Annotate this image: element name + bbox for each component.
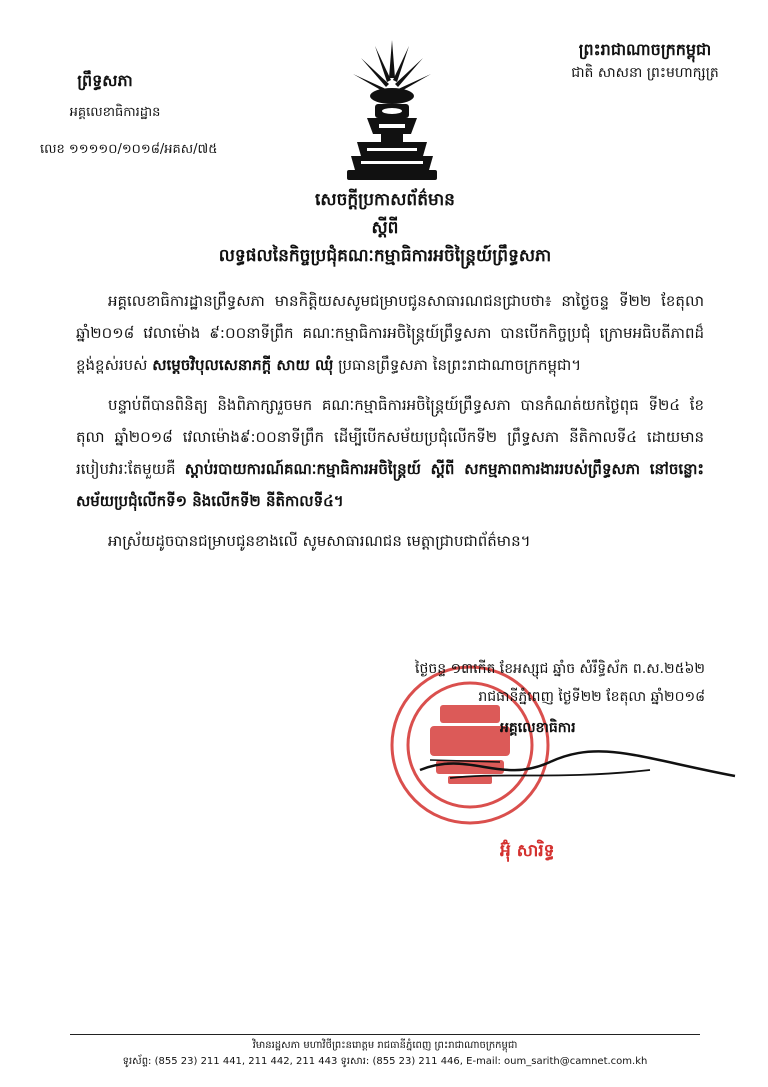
- footer: [70, 1038, 700, 1070]
- p1-text-b: ប្រធានព្រឹទ្ធសភា នៃព្រះរាជាណាចក្រកម្ពុជា។: [333, 356, 582, 374]
- issuer-block: [40, 70, 240, 160]
- kingdom-name: ព្រះរាជាណាចក្រកម្ពុជា: [578, 40, 712, 59]
- senate-emblem: [345, 38, 440, 183]
- department-name: អគ្គលេខាធិការដ្ឋាន: [69, 105, 161, 120]
- footer-address: វិមានរដ្ឋសភា មហាវិថីព្រះនរោត្តម រាជធានីភ្នំពេញ ព្រះរាជាណាចក្រកម្ពុជា: [252, 1040, 518, 1051]
- document-title: [60, 186, 710, 270]
- p1-text-a: អគ្គលេខាធិការដ្ឋានព្រឹទ្ធសភា មានកិត្តិយសសូមជម្រាបជូនសាធារណជនជ្រាបថា៖ នាថ្ងៃចន្ទ ទី២២ ខែតុលា ឆ្នាំ២០១៨ វេលាម៉ោង ៩:០០នាទីព្រឹក គណៈកម្មាធិការអចិន្ត្រៃយ៍ព្រឹទ្ធសភា បានបើកកិច្ចប្រជុំ ក្រោមអធិបតីភាពដ៏ខ្ពង់ខ្ពស់របស់: [76, 292, 704, 374]
- title-line-1: សេចក្តីប្រកាសព័ត៌មាន: [315, 190, 455, 210]
- signatory-name: អ៊ុំ សារិទ្ធ: [500, 841, 555, 861]
- reference-number: លេខ ១១១១០/១០១៨/អគស/៧៥: [40, 142, 218, 157]
- signatory-title: អគ្គលេខាធិការ: [500, 720, 576, 736]
- title-line-3: លទ្ធផលនៃកិច្ចប្រជុំគណៈកម្មាធិការអចិន្ត្រៃយ៍ព្រឹទ្ធសភា: [218, 246, 552, 266]
- p2-text-a: បន្ទាប់ពីបានពិនិត្យ និងពិភាក្សារួចមក គណៈកម្មាធិការអចិន្ត្រៃយ៍ព្រឹទ្ធសភា បានកំណត់យកថ្ងៃពុធ ទី២៤ ខែតុលា ឆ្នាំ២០១៨ វេលាម៉ោង៩:០០នាទីព្រឹក ដើម្បីបើកសម័យប្រជុំលើកទី២ ព្រឹទ្ធសភា នីតិកាលទី៤ ដោយមានរបៀបវារៈតែមួយគឺ: [76, 396, 704, 478]
- p2-agenda: ស្តាប់របាយការណ៍គណៈកម្មាធិការអចិន្ត្រៃយ៍ ស្តីពី សកម្មភាពការងាររបស់ព្រឹទ្ធសភា នៅចន្លោះសម័យប្រជុំលើកទី១ និងលើកទី២ នីតិកាលទី៤។: [76, 460, 704, 510]
- signature-graphic: [410, 740, 740, 800]
- date-block: [325, 655, 705, 711]
- announcement-body: [76, 285, 704, 557]
- p1-chair-name: សម្តេចវិបុលសេនាភក្តី សាយ ឈុំ: [152, 356, 334, 374]
- title-line-2: ស្តីពី: [371, 218, 399, 238]
- paragraph-3: អាស្រ័យដូចបានជម្រាបជូនខាងលើ សូមសាធារណជន មេត្តាជ្រាបជាព័ត៌មាន។: [108, 532, 531, 550]
- paragraph-1: [76, 285, 704, 381]
- lunar-date: ថ្ងៃចន្ទ ១៣កើត ខែអស្សុជ ឆ្នាំច សំរឹទ្ធិស័ក ព.ស.២៥៦២: [415, 661, 705, 677]
- footer-divider: [70, 1034, 700, 1035]
- emblem-graphic: [345, 38, 440, 183]
- handwritten-signature: [410, 740, 740, 800]
- motto: ជាតិ សាសនា ព្រះមហាក្សត្រ: [571, 65, 719, 81]
- institution-name: ព្រឹទ្ធសភា: [77, 71, 133, 90]
- solar-date: រាជធានីភ្នំពេញ ថ្ងៃទី២២ ខែតុលា ឆ្នាំ២០១៨: [478, 689, 705, 705]
- national-motto: [545, 38, 745, 84]
- footer-contact: ទូរស័ព្ទ: (855 23) 211 441, 211 442, 211 443 ទូរសារ: (855 23) 211 446, E-mail: oum_sarith@camnet.com.kh: [122, 1056, 648, 1067]
- paragraph-2: [76, 389, 704, 517]
